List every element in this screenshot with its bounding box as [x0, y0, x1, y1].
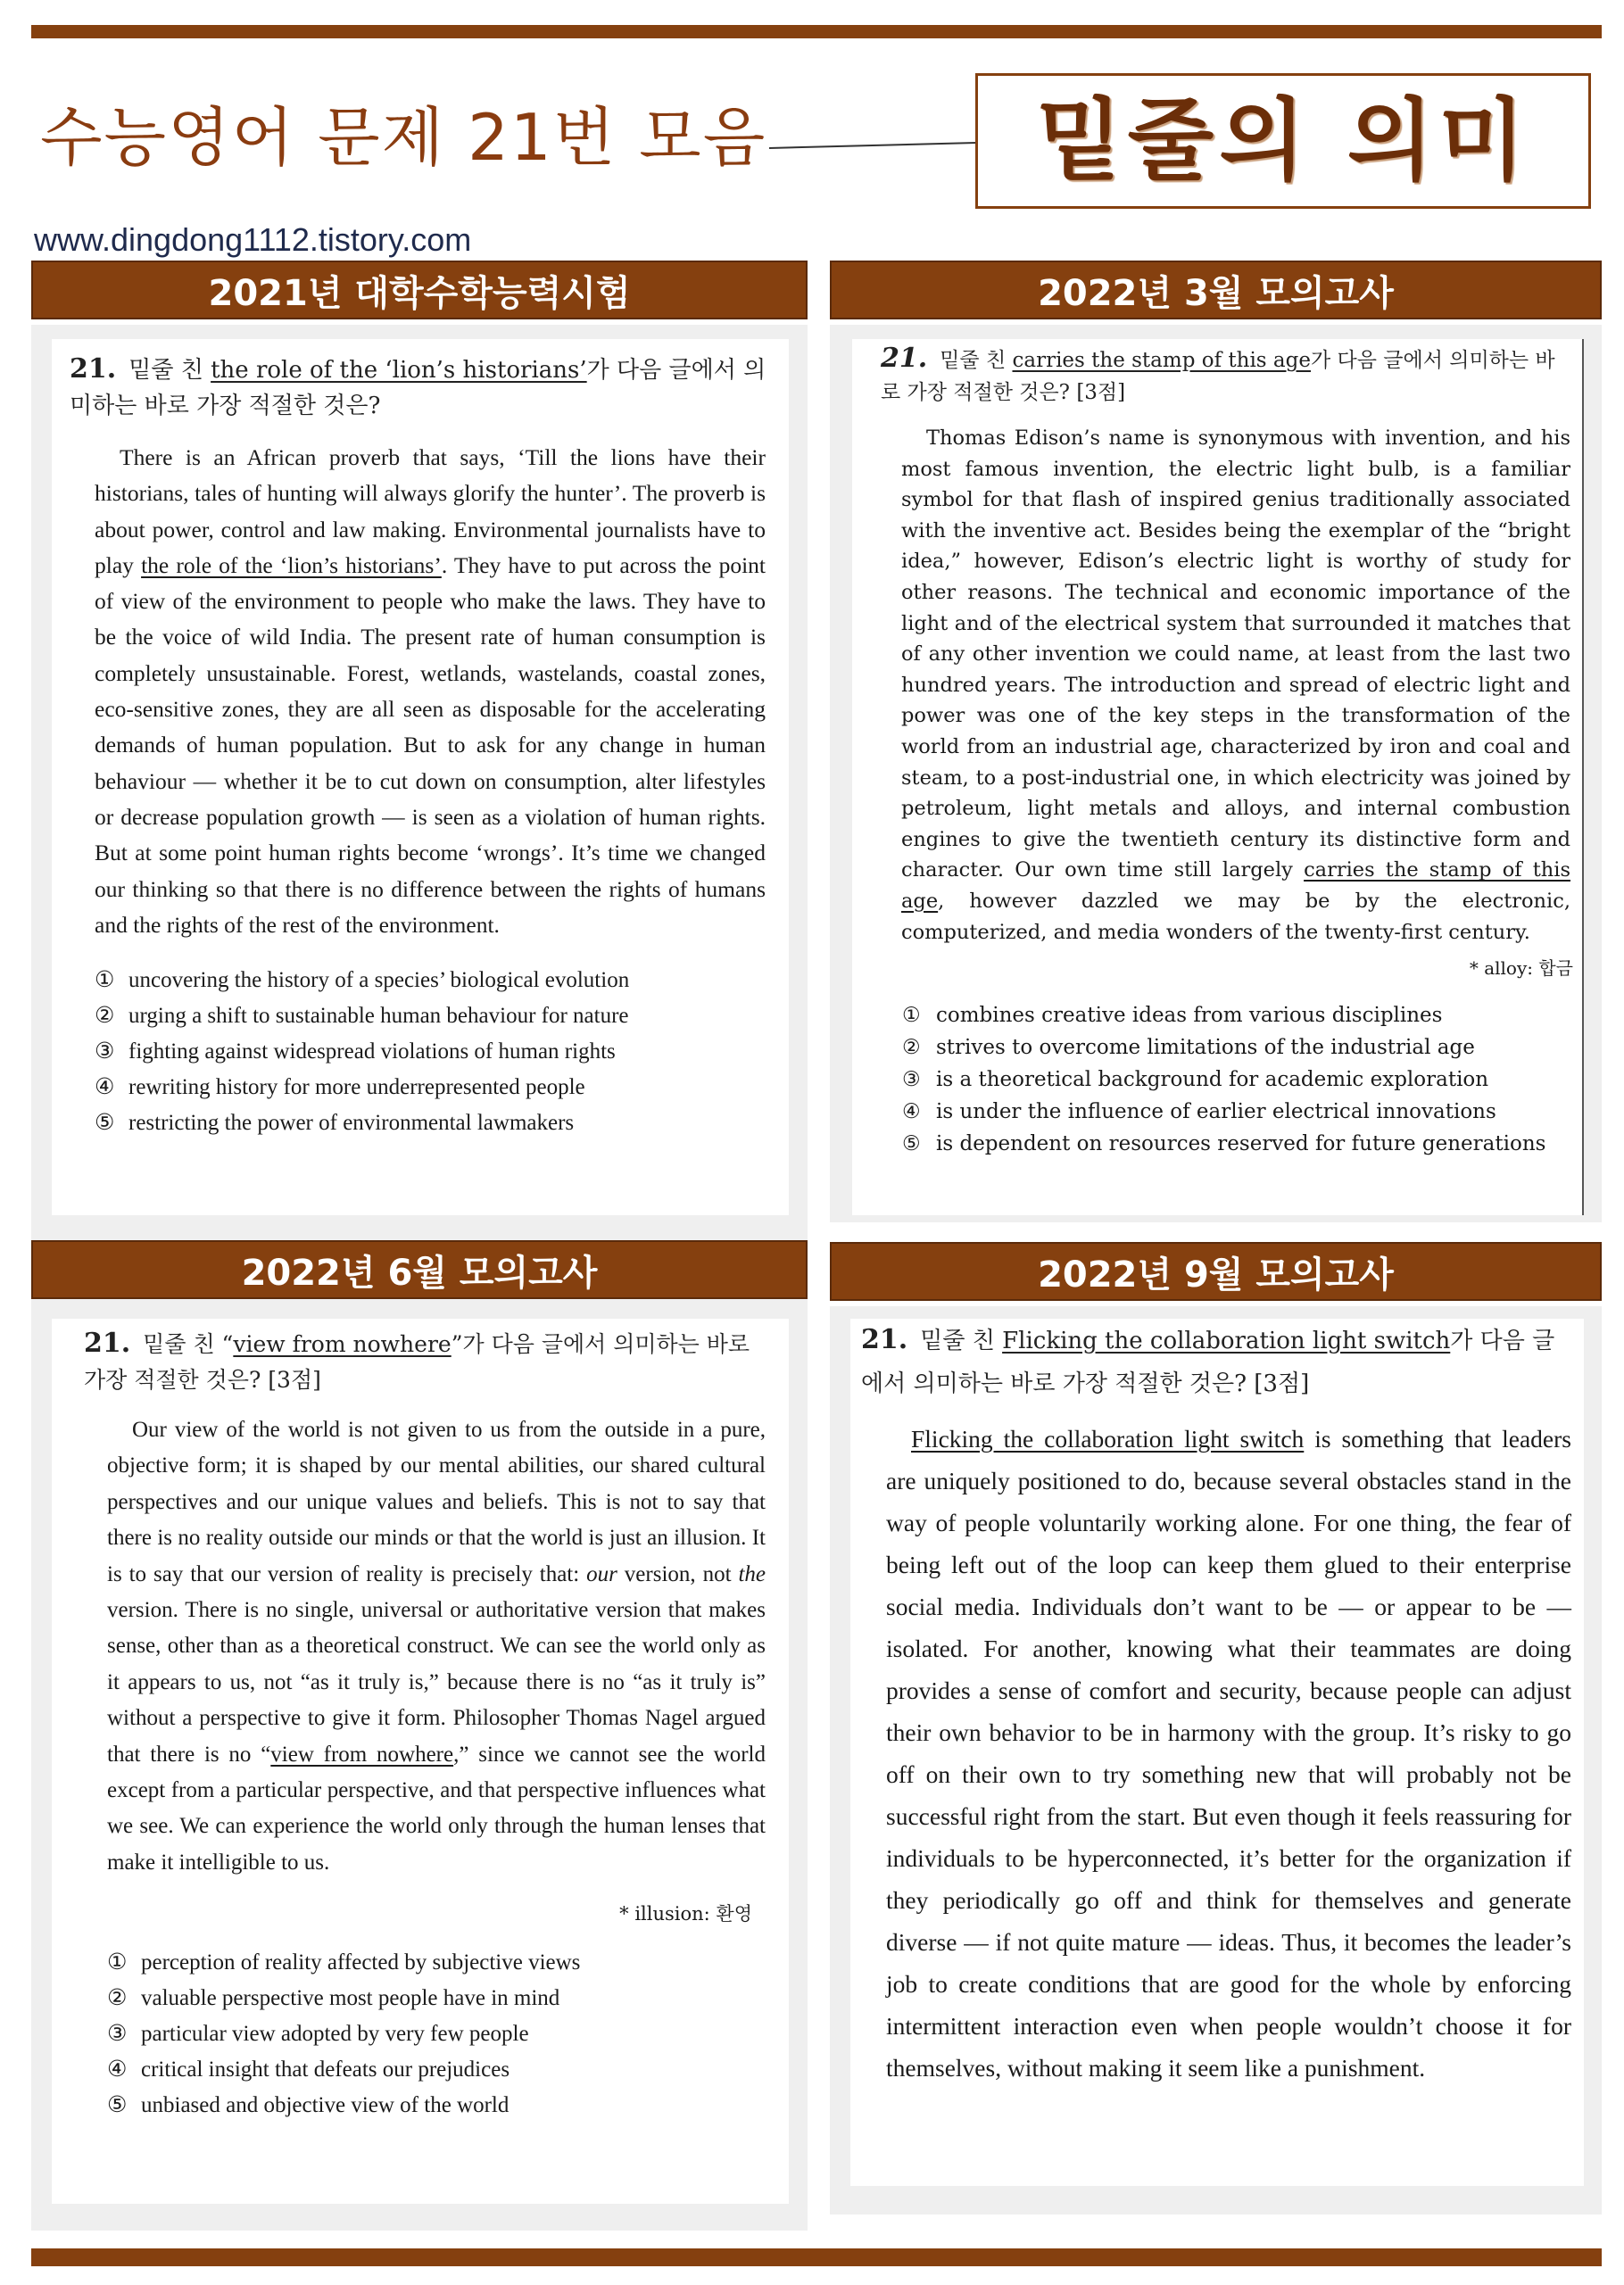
- footnote-gloss: * alloy: 합금: [1469, 957, 1573, 980]
- choice-1: [95, 963, 789, 998]
- question-number: 21.: [861, 1324, 908, 1355]
- footnote-gloss: * illusion: 환영: [619, 1903, 752, 1925]
- choice-number: ④: [902, 1100, 921, 1124]
- question-stem: [881, 343, 1568, 409]
- passage-text: is something that leaders are uniquely positioned to do, because several obstacles stand in the way of people voluntarily working alone. For one thing, the fear of being left out of the loop can keep them glued to their enterprise social media. Individuals don’t want to be — or appear to be — isolated. For another, knowing what their teammates are doing provides a sense of comfort and security, because people can adjust their own behavior to be in harmony with the group. It’s risky to go off on their own to try something new that will probably not be successful right from the start. But even though it feels reassuring for individuals to be hyperconnected, it’s better for the organization if they periodically go off and think for themselves and generate diverse — if not quite mature — ideas. Thus, it becomes the leader’s job to create conditions that are good for the whole by enforcing intermittent interaction even when people wouldn’t choose it for themselves, without making it seem like a punishment.: [886, 1425, 1572, 2082]
- topic-label: 밑줄의 의미: [1036, 88, 1530, 193]
- passage-emphasis: our: [586, 1561, 617, 1586]
- choice-1: [902, 999, 1582, 1031]
- choice-number: ②: [95, 1004, 115, 1029]
- question-number: 21.: [881, 343, 928, 374]
- choice-text: restricting the power of environmental lawmakers: [128, 1111, 575, 1136]
- stem-prefix: 밑줄 친: [920, 1328, 1003, 1354]
- answer-choices: [95, 963, 789, 1141]
- choice-number: ③: [95, 1039, 115, 1064]
- question-stem: [70, 352, 783, 424]
- question-stem: [84, 1326, 771, 1398]
- passage-underline: carries the stamp of this age: [901, 858, 1571, 913]
- panel-heading: 2022년 9월 모의고사: [830, 1242, 1602, 1301]
- choice-text: particular view adopted by very few people: [141, 2022, 529, 2047]
- choice-4: [107, 2052, 789, 2088]
- underlined-phrase: view from nowhere: [233, 1331, 452, 1357]
- question-sheet: [852, 339, 1584, 1215]
- choice-number: ⑤: [95, 1111, 115, 1136]
- choice-text: urging a shift to sustainable human behaviour for nature: [128, 1004, 629, 1029]
- passage-underline: view from nowhere: [270, 1742, 454, 1767]
- top-rule: [31, 25, 1602, 38]
- passage: [107, 1412, 766, 1881]
- choice-number: ⑤: [902, 1132, 921, 1156]
- choice-1: [107, 1945, 789, 1981]
- panel-heading: 2022년 6월 모의고사: [31, 1240, 808, 1299]
- stem-prefix: 밑줄 친: [940, 349, 1013, 372]
- choice-number: ⑤: [107, 2093, 128, 2118]
- passage: [886, 1418, 1571, 2089]
- passage-text: There is an African proverb that says, ‘Till the lions have their historians, tales of hunting will always glorify the hunter’. The proverb is about power, control and law making. Environmental journalists have to play: [95, 444, 766, 578]
- choice-3: [107, 2016, 789, 2052]
- stem-suffix: 가 다음 글에서 의미하는 바로 가장 적절한 것은? [3점]: [881, 349, 1555, 404]
- choice-number: ①: [902, 1004, 921, 1028]
- choice-text: unbiased and objective view of the world: [141, 2093, 510, 2118]
- passage: [95, 440, 766, 943]
- choice-number: ④: [107, 2057, 128, 2082]
- passage-text: Our view of the world is not given to us from the outside in a pure, objective form; it is shaped by our mental abilities, our shared cultural perspectives and our unique values and beliefs. This is not to say that there is no reality outside our minds or that the world is just an illusion. It is to say that our version of reality is precisely that:: [107, 1418, 766, 1586]
- panel-heading: 2021년 대학수학능력시험: [31, 261, 808, 319]
- underlined-phrase: carries the stamp of this age: [1012, 349, 1311, 372]
- choice-5: [902, 1128, 1582, 1160]
- choice-3: [902, 1064, 1582, 1096]
- choice-number: ③: [902, 1068, 921, 1092]
- stem-suffix: 가 다음 글에서 의미하는 바로 가장 적절한 것은? [3점]: [861, 1328, 1555, 1397]
- question-sheet: [52, 339, 789, 1215]
- choice-text: strives to overcome limitations of the industrial age: [936, 1036, 1475, 1060]
- answer-choices: [107, 1945, 789, 2124]
- passage-text: . They have to put across the point of view of the environment to people who make the laws. They have to be the voice of wild India. The present rate of human consumption is completely unsustainable. Forest, wetlands, wastelands, coastal zones, eco-sensitive zones, they are all seen as disposable for the accelerating demands of human population. But to ask for any change in human behaviour — whether it be to cut down on consumption, alter lifestyles or decrease population growth — is seen as a violation of human rights. But at some point human rights become ‘wrongs’. It’s time we changed our thinking so that there is no difference between the rights of humans and the rights of the rest of the environment.: [95, 551, 766, 938]
- choice-text: perception of reality affected by subjective views: [141, 1950, 581, 1975]
- choice-5: [107, 2088, 789, 2124]
- choice-number: ①: [107, 1950, 128, 1975]
- stem-suffix: ”가 다음 글에서 의미하는 바로 가장 적절한 것은? [3점]: [84, 1331, 750, 1393]
- passage-text: version. There is no single, universal or authoritative version that makes sense, other than as a theoretical construct. We can see the world only as it appears to us, not “as it truly is,” because there is no “as it truly is” without a perspective to give it form. Philosopher Thomas Nagel argued that there is no “: [107, 1598, 766, 1767]
- choice-text: uncovering the history of a species’ biological evolution: [128, 968, 630, 993]
- choice-text: is dependent on resources reserved for future generations: [936, 1132, 1546, 1156]
- choice-text: is under the influence of earlier electrical innovations: [936, 1100, 1496, 1124]
- stem-prefix: 밑줄 친: [128, 357, 211, 384]
- question-sheet: [850, 1319, 1584, 2186]
- passage-text: , however dazzled we may be by the electronic, computerized, and media wonders of the twenty-first century.: [901, 889, 1570, 944]
- passage-text: ,” since we cannot see the world except from a particular perspective, and that perspective influences what we see. We can experience the world only through the human lenses that make it intelligible to us.: [107, 1742, 766, 1875]
- passage-text: version, not: [617, 1561, 739, 1586]
- choice-text: combines creative ideas from various disciplines: [936, 1004, 1443, 1028]
- connector-line: [769, 141, 976, 150]
- document-title: 수능영어 문제 21번 모음: [40, 100, 767, 175]
- passage-text: Thomas Edison’s name is synonymous with invention, and his most famous invention, the electric light bulb, is a familiar symbol for that flash of inspired genius traditionally associated with the inventive act. Besides being the exemplar of the “bright idea,” however, Edison’s electric light is worthy of study for other reasons. The technical and economic importance of the light and of the electrical system that surrounded it matches that of any other invention we could name, at least from the last two hundred years. The introduction and spread of electric light and power was one of the key steps in the transformation of the world from an industrial age, characterized by iron and coal and steam, to a post-industrial one, in which electricity was joined by petroleum, light metals and alloys, and internal combustion engines to give the twentieth century its distinctive form and character. Our own time still largely: [901, 426, 1570, 882]
- answer-choices: [902, 999, 1582, 1160]
- panel-heading: 2022년 3월 모의고사: [830, 261, 1602, 319]
- source-url: www.dingdong1112.tistory.com: [34, 221, 472, 258]
- passage-emphasis: the: [738, 1561, 766, 1586]
- underlined-phrase: Flicking the collaboration light switch: [1002, 1328, 1451, 1354]
- underlined-phrase: the role of the ‘lion’s historians’: [211, 357, 587, 384]
- passage-underline: the role of the ‘lion’s historians’: [141, 551, 442, 578]
- choice-number: ③: [107, 2022, 128, 2047]
- question-sheet: [52, 1319, 789, 2204]
- stem-suffix: 가 다음 글에서 의미하는 바로 가장 적절한 것은?: [70, 357, 766, 419]
- choice-text: rewriting history for more underrepresented people: [128, 1075, 585, 1100]
- choice-5: [95, 1105, 789, 1141]
- question-number: 21.: [70, 353, 117, 385]
- choice-2: [902, 1031, 1582, 1064]
- choice-text: critical insight that defeats our prejudices: [141, 2057, 510, 2082]
- choice-2: [107, 1981, 789, 2016]
- choice-text: is a theoretical background for academic exploration: [936, 1068, 1489, 1092]
- choice-text: fighting against widespread violations of human rights: [128, 1039, 616, 1064]
- question-number: 21.: [84, 1328, 131, 1359]
- topic-box: [975, 73, 1591, 209]
- choice-4: [95, 1070, 789, 1105]
- choice-4: [902, 1096, 1582, 1128]
- choice-number: ④: [95, 1075, 115, 1100]
- choice-text: valuable perspective most people have in mind: [141, 1986, 560, 2011]
- choice-number: ②: [107, 1986, 128, 2011]
- question-stem: [861, 1319, 1575, 1405]
- bottom-rule: [31, 2248, 1602, 2266]
- stem-prefix: 밑줄 친 “: [143, 1331, 234, 1357]
- choice-number: ②: [902, 1036, 921, 1060]
- passage-underline: Flicking the collaboration light switch: [911, 1425, 1305, 1453]
- choice-3: [95, 1034, 789, 1070]
- passage: [901, 423, 1570, 948]
- choice-number: ①: [95, 968, 115, 993]
- choice-2: [95, 998, 789, 1034]
